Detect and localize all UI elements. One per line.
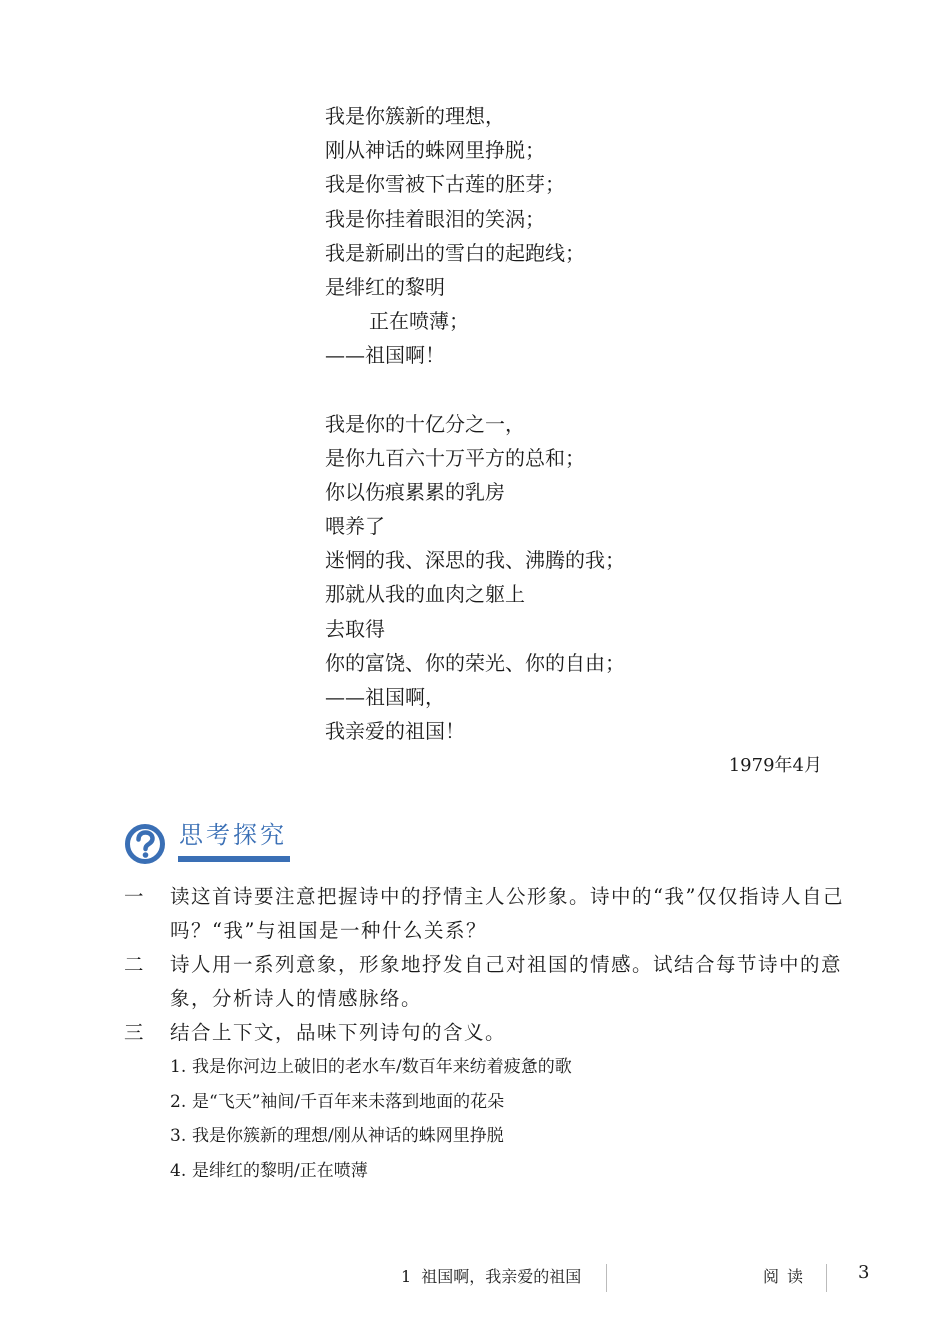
poem-line: 是绯红的黎明 [325,274,445,299]
sub-question [170,1154,869,1189]
poem-line: 那就从我的血肉之躯上 [325,582,525,607]
sub-question-text: 是“飞天”袖间/千百年来未落到地面的花朵 [192,1091,505,1112]
poem-date: 1979年4月 [728,755,822,776]
poem-line: 是你九百六十万平方的总和； [325,445,585,470]
question-number: 一 [124,885,146,908]
question-text: 诗人用一系列意象，形象地抒发自己对祖国的情感。试结合每节诗中的意象，分析诗人的情感脉络。 [170,953,843,1010]
running-title [401,1264,581,1287]
poem-line: 迷惘的我、深思的我、沸腾的我； [325,548,625,573]
footer-divider [606,1264,607,1292]
question-text: 读这首诗要注意把握诗中的抒情主人公形象。诗中的“我”仅仅指诗人自己吗？“我”与祖国是一种什么关系？ [170,885,844,942]
footer-divider [826,1264,827,1292]
section-title-underline [178,856,290,862]
poem-line: ——祖国啊！ [325,343,445,368]
sub-question-list [124,1050,869,1188]
poem-stanza-2 [325,407,885,749]
section-header [124,818,324,868]
sub-question-number: 2. [170,1091,187,1112]
section-title: 思考探究 [179,821,287,849]
poem-line: 你的富饶、你的荣光、你的自由； [325,650,625,675]
question-item [124,948,869,1016]
sub-question [170,1085,869,1120]
poem-stanza-1 [325,99,885,373]
question-item [124,1016,869,1050]
poem-line: 你以伤痕累累的乳房 [325,479,505,504]
poem-line: 我亲爱的祖国！ [325,719,465,744]
poem-line: 我是你的十亿分之一， [325,411,525,436]
sub-question [170,1119,869,1154]
poem-line: 我是你雪被下古莲的胚芽； [325,172,565,197]
question-mark-icon [124,823,166,865]
page-footer [0,1258,950,1294]
sub-question [170,1050,869,1085]
footer-section-label: 阅读 [763,1267,812,1286]
lesson-number: 1 [401,1267,412,1286]
sub-question-number: 1. [170,1057,187,1077]
sub-question-text: 我是你河边上破旧的老水车/数百年来纺着疲惫的歌 [192,1057,572,1077]
poem-line: 喂养了 [325,514,385,539]
question-list [124,880,869,1188]
poem-line: 正在喷薄； [369,309,469,334]
poem-line: 去取得 [325,616,385,641]
question-number: 二 [124,953,146,976]
poem-line: 我是你簇新的理想， [325,104,505,128]
question-number: 三 [124,1021,146,1044]
question-item [124,880,869,948]
lesson-title: 祖国啊，我亲爱的祖国 [421,1267,582,1286]
sub-question-number: 3. [170,1126,187,1146]
poem-line: ——祖国啊， [325,685,445,709]
poem-line: 我是新刷出的雪白的起跑线； [325,240,585,265]
poem-line: 刚从神话的蛛网里挣脱； [325,138,545,163]
sub-question-number: 4. [170,1160,187,1181]
sub-question-text: 我是你簇新的理想/刚从神话的蛛网里挣脱 [192,1126,504,1146]
sub-question-text: 是绯红的黎明/正在喷薄 [192,1160,368,1181]
question-text: 结合上下文，品味下列诗句的含义。 [170,1021,507,1044]
poem [325,99,885,782]
page-number: 3 [858,1262,870,1283]
poem-line: 我是你挂着眼泪的笑涡； [325,206,545,231]
